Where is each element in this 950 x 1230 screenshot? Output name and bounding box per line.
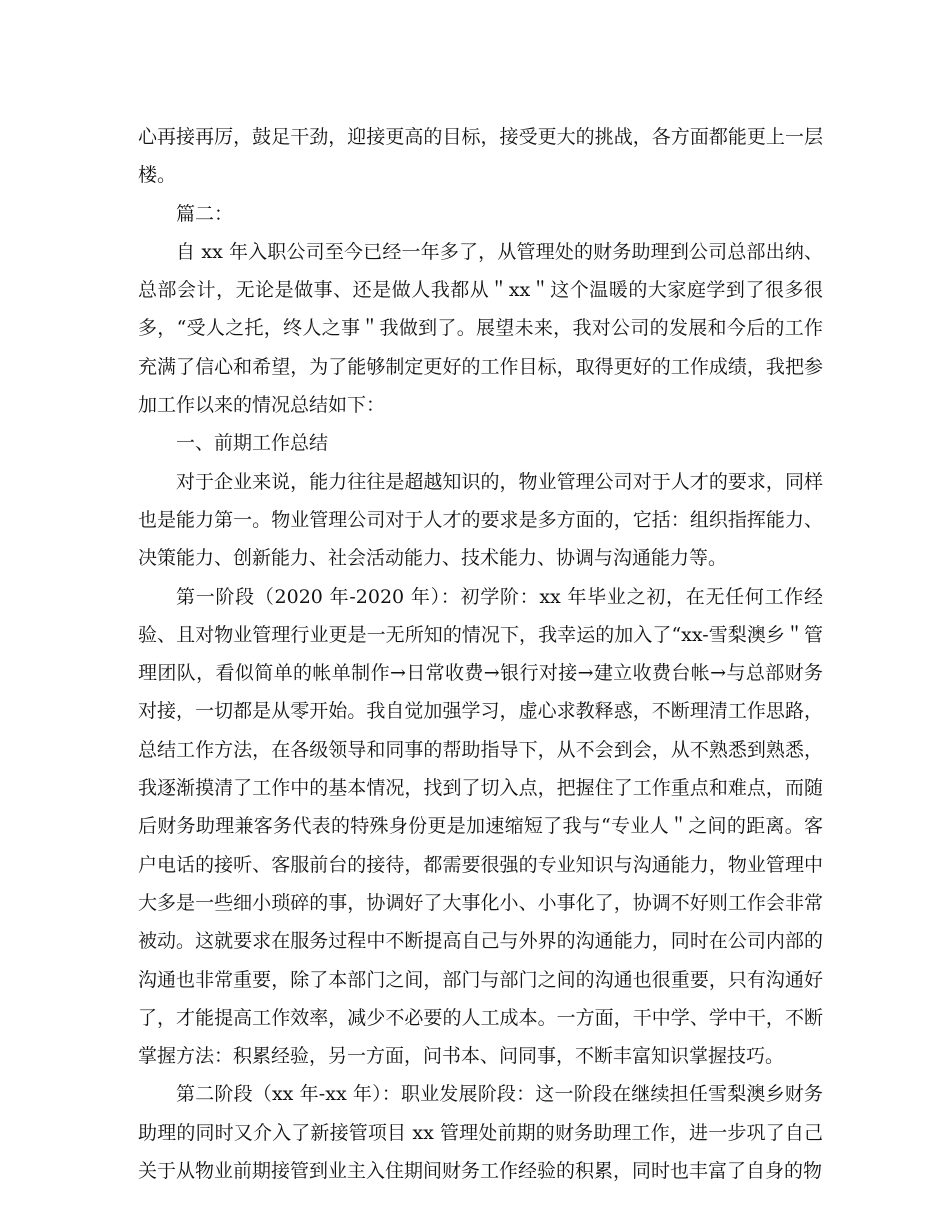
paragraph-stage-one: 第一阶段（2020 年-2020 年）：初学阶：xx 年毕业之初，在无任何工作经验、且对物业管理行业更是一无所知的情况下，我幸运的加入了“xx-雪梨澳乡＂管理团队，看似简单的帐单制作→日常收费→银行对接→建立收费台帐→与总部财务对接，一切都是从零开始。我自觉加强学习，虚心求教释惑，不断理清工作思路，总结工作方法，在各级领导和同事的帮助指导下，从不会到会，从不熟悉到熟悉，我逐渐摸清了工作中的基本情况，找到了切入点，把握住了工作重点和难点，而随后财务助理兼客务代表的特殊身份更是加速缩短了我与“专业人＂之间的距离。客户电话的接听、客服前台的接待，都需要很强的专业知识与沟通能力，物业管理中大多是一些细小琐碎的事，协调好了大事化小、小事化了，协调不好则工作会非常被动。这就要求在服务过程中不断提高自己与外界的沟通能力，同时在公司内部的沟通也非常重要，除了本部门之间，部门与部门之间的沟通也很重要，只有沟通好了，才能提高工作效率，减少不必要的人工成本。一方面，干中学、学中干，不断掌握方法：积累经验，另一方面，问书本、问同事，不断丰富知识掌握技巧。 bbox=[138, 585, 823, 1068]
section-heading-summary: 一、前期工作总结 bbox=[176, 432, 329, 455]
paragraph-continuation: 心再接再厉，鼓足干劲，迎接更高的目标，接受更大的挑战，各方面都能更上一层楼。 bbox=[138, 126, 823, 187]
document-body bbox=[138, 118, 823, 1190]
section-heading-part-two: 篇二： bbox=[176, 202, 234, 225]
paragraph-intro: 自 xx 年入职公司至今已经一年多了，从管理处的财务助理到公司总部出纳、总部会计，无论是做事、还是做人我都从＂xx＂这个温暖的大家庭学到了很多很多，“受人之托，终人之事＂我做到了。展望未来，我对公司的发展和今后的工作充满了信心和希望，为了能够制定更好的工作目标，取得更好的工作成绩，我把参加工作以来的情况总结如下： bbox=[138, 240, 823, 417]
paragraph-ability: 对于企业来说，能力往往是超越知识的，物业管理公司对于人才的要求，同样也是能力第一。物业管理公司对于人才的要求是多方面的，它括：组织指挥能力、决策能力、创新能力、社会活动能力、技术能力、协调与沟通能力等。 bbox=[138, 470, 823, 570]
paragraph-stage-two: 第二阶段（xx 年-xx 年）：职业发展阶段：这一阶段在继续担任雪梨澳乡财务助理的同时又介入了新接管项目 xx 管理处前期的财务助理工作，进一步巩了自己关于从物业前期接管到业主入住期间财务工作经验的积累，同时也丰富了自身的物 bbox=[138, 1083, 823, 1183]
